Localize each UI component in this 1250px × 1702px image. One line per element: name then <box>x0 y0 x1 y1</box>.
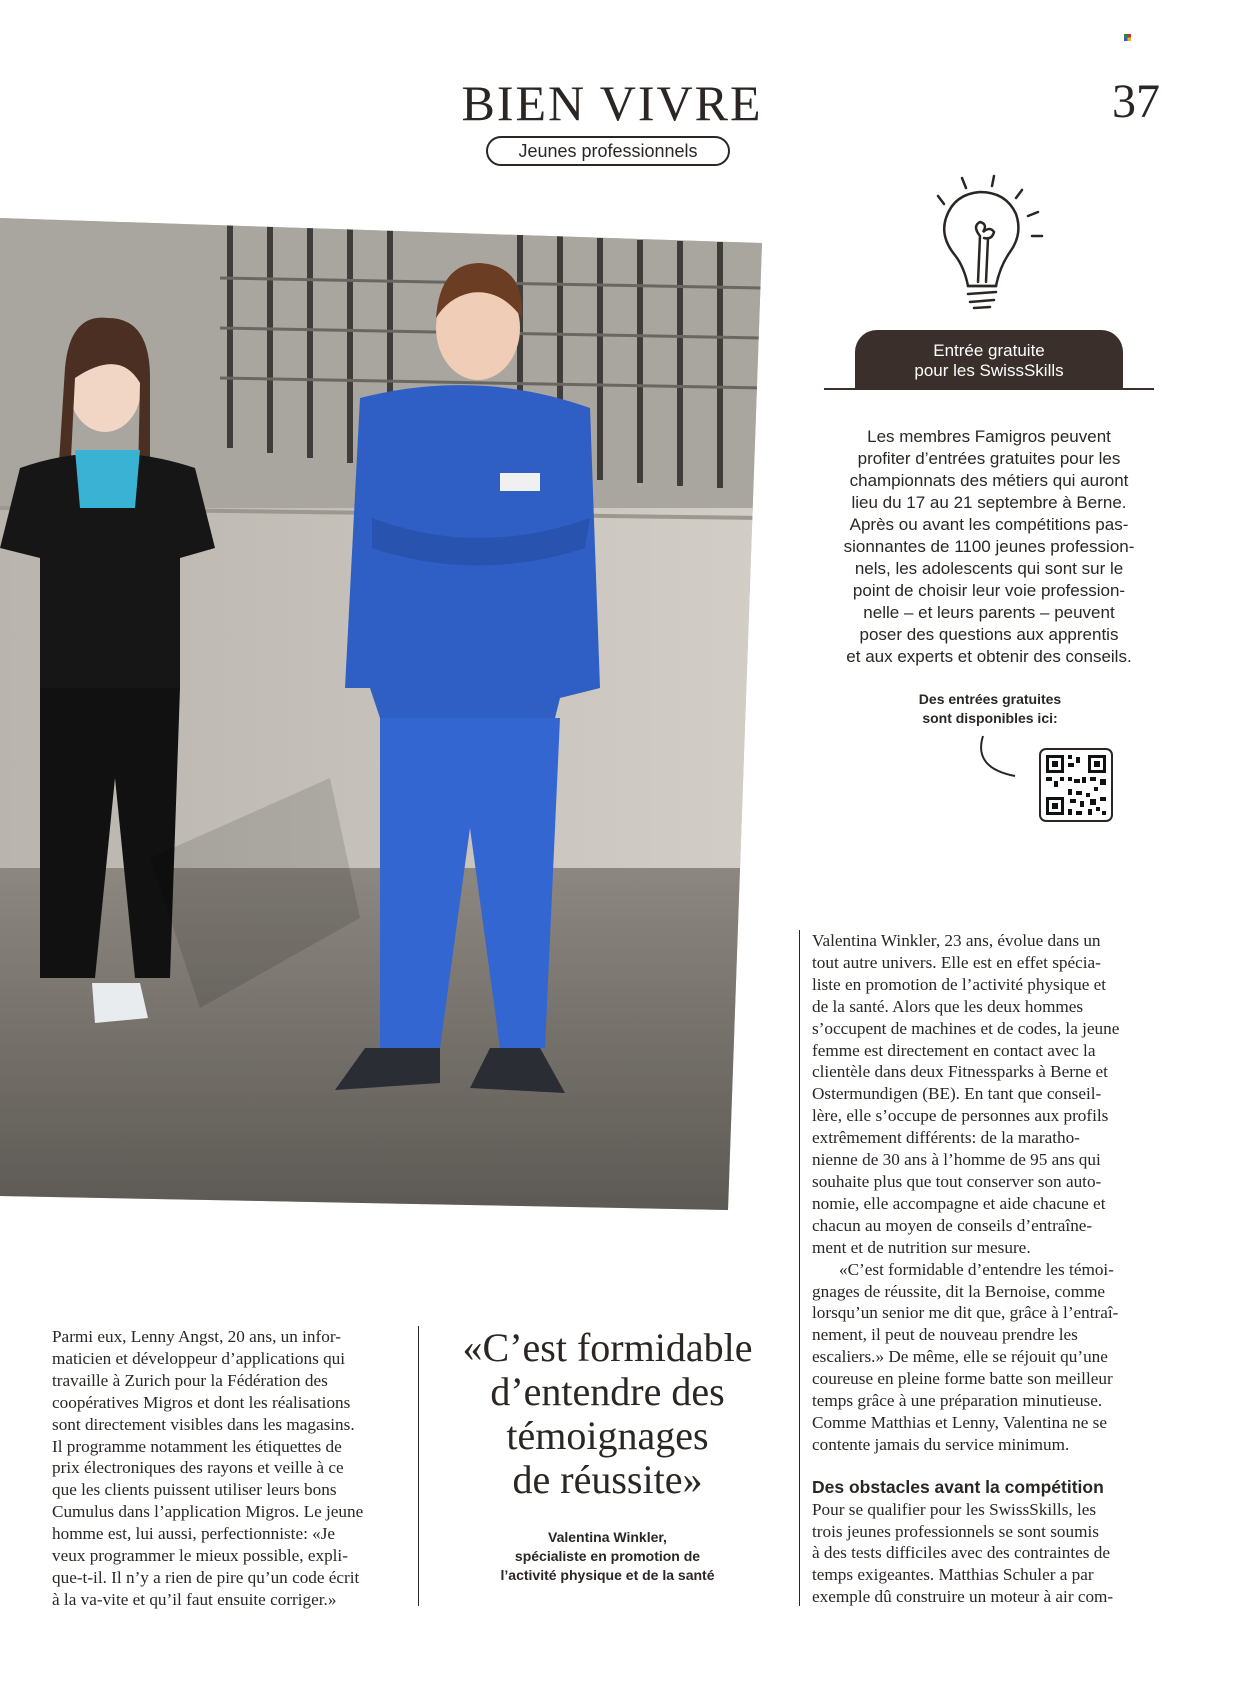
text-line: tout autre univers. Elle est en effet spécia- <box>812 952 1101 972</box>
sidebar-line: nels, les adolescents qui sont sur le <box>854 559 1124 578</box>
sidebar-body <box>824 426 1154 668</box>
column-divider <box>799 930 800 1606</box>
pull-quote-line: témoignages <box>506 1413 709 1458</box>
sidebar-divider <box>824 388 1154 390</box>
column-divider <box>418 1326 419 1606</box>
sidebar-line: lieu du 17 au 21 septembre à Berne. <box>851 493 1127 512</box>
text-line: que-t-il. Il n’y a rien de pire qu’un code écrit <box>52 1567 360 1587</box>
qr-caption-line2: sont disponibles ici: <box>922 710 1058 726</box>
text-line: escaliers.» De même, elle se réjouit qu’une <box>812 1347 1108 1367</box>
text-line: à des tests difficiles avec des contraintes de <box>812 1543 1110 1563</box>
text-line: veux programmer le mieux possible, expli- <box>52 1546 348 1566</box>
text-line: chacun au moyen de conseils d’entraîne- <box>812 1215 1093 1235</box>
attribution-line: spécialiste en promotion de <box>514 1548 701 1564</box>
photo-two-young-professionals <box>0 218 762 1210</box>
quote-attribution <box>430 1528 785 1585</box>
text-line: coopératives Migros et dont les réalisations <box>52 1392 351 1412</box>
text-line: lère, elle s’occupe de personnes aux profils <box>812 1106 1109 1126</box>
article-right-column <box>812 930 1162 1608</box>
sidebar-line: profiter d’entrées gratuites pour les <box>857 449 1121 468</box>
attribution-line: Valentina Winkler, <box>548 1529 667 1545</box>
sidebar-line: point de choisir leur voie profession- <box>852 581 1126 600</box>
text-line: clientèle dans deux Fitnessparks à Berne et <box>812 1062 1108 1082</box>
text-line: que les clients puissent utiliser leurs bons <box>52 1480 337 1500</box>
sidebar-line: poser des questions aux apprentis <box>859 625 1119 644</box>
attribution-line: l’activité physique et de la santé <box>500 1567 715 1583</box>
text-line: Il programme notamment les étiquettes de <box>52 1436 342 1456</box>
sidebar-box-title <box>855 330 1123 388</box>
text-line: extrêmement différents: de la maratho- <box>812 1128 1080 1148</box>
text-line: prix électroniques des rayons et veille à ce <box>52 1458 344 1478</box>
qr-code-icon[interactable] <box>1039 748 1113 822</box>
sidebar-line: et aux experts et obtenir des conseils. <box>846 647 1132 666</box>
subsection-tag: Jeunes professionnels <box>486 136 730 166</box>
text-line: liste en promotion de l’activité physique et <box>812 974 1107 994</box>
article-subheading: Des obstacles avant la compétition <box>812 1476 1104 1497</box>
color-registration-mark <box>1124 34 1131 41</box>
text-line: Cumulus dans l’application Migros. Le jeune <box>52 1502 364 1522</box>
sidebar-line: Après ou avant les compétitions pas- <box>849 515 1129 534</box>
text-line: nement, il peut de nouveau prendre les <box>812 1325 1078 1345</box>
section-title: BIEN VIVRE <box>461 75 763 131</box>
sidebar-line: championnats des métiers qui auront <box>849 471 1129 490</box>
text-line: à la va-vite et qu’il faut ensuite corriger.» <box>52 1589 337 1609</box>
text-line: Comme Matthias et Lenny, Valentina ne se <box>812 1412 1107 1432</box>
pull-quote <box>430 1326 785 1502</box>
text-line: coureuse en pleine forme batte son meilleur <box>812 1369 1113 1389</box>
text-line: gnages de réussite, dit la Bernoise, comme <box>812 1281 1106 1301</box>
text-line: travaille à Zurich pour la Fédération des <box>52 1370 328 1390</box>
sidebar-line: Les membres Famigros peuvent <box>867 427 1111 446</box>
text-line: exemple dû construire un moteur à air com- <box>812 1587 1114 1607</box>
qr-caption-line1: Des entrées gratuites <box>918 691 1062 707</box>
text-line: Pour se qualifier pour les SwissSkills, les <box>812 1499 1097 1519</box>
qr-caption <box>890 690 1090 728</box>
pull-quote-line: d’entendre des <box>490 1369 725 1414</box>
text-line: maticien et développeur d’applications qui <box>52 1348 346 1368</box>
text-line: sont directement visibles dans les magasins. <box>52 1414 355 1434</box>
text-line: Ostermundigen (BE). En tant que conseil- <box>812 1084 1102 1104</box>
text-line: temps exigeantes. Matthias Schuler a par <box>812 1565 1094 1585</box>
text-line: temps grâce à une préparation minutieuse. <box>812 1391 1103 1411</box>
sidebar-line: nelle – et leurs parents – peuvent <box>863 603 1115 622</box>
text-line: Parmi eux, Lenny Angst, 20 ans, un infor- <box>52 1327 341 1346</box>
text-line: ment et de nutrition sur mesure. <box>812 1237 1031 1257</box>
text-line: «C’est formidable d’entendre les témoi- <box>839 1259 1114 1279</box>
article-left-column <box>52 1326 397 1611</box>
sidebar-title-line1: Entrée gratuite <box>933 341 1045 360</box>
text-line: s’occupent de machines et de codes, la jeune <box>812 1018 1120 1038</box>
text-line: Valentina Winkler, 23 ans, évolue dans un <box>812 931 1101 950</box>
text-line: lorsqu’un senior me dit que, grâce à l’entraî- <box>812 1303 1119 1323</box>
page-number: 37 <box>1112 75 1160 128</box>
sidebar-title-line2: pour les SwissSkills <box>914 361 1064 380</box>
lightbulb-icon <box>928 174 1048 314</box>
text-line: contente jamais du service minimum. <box>812 1434 1070 1454</box>
text-line: de la santé. Alors que les deux hommes <box>812 996 1084 1016</box>
text-line: nomie, elle accompagne et aide chacune et <box>812 1193 1106 1213</box>
text-line: homme est, lui aussi, perfectionniste: «Je <box>52 1524 336 1544</box>
pull-quote-line: «C’est formidable <box>462 1325 753 1370</box>
text-line: trois jeunes professionnels se sont soumis <box>812 1521 1099 1541</box>
pull-quote-line: de réussite» <box>512 1457 703 1502</box>
curved-arrow-icon <box>975 734 1025 784</box>
text-line: femme est directement en contact avec la <box>812 1040 1096 1060</box>
sidebar-line: sionnantes de 1100 jeunes profession- <box>843 537 1135 556</box>
text-line: souhaite plus que tout conserver son auto- <box>812 1171 1102 1191</box>
text-line: nienne de 30 ans à l’homme de 95 ans qui <box>812 1150 1101 1170</box>
